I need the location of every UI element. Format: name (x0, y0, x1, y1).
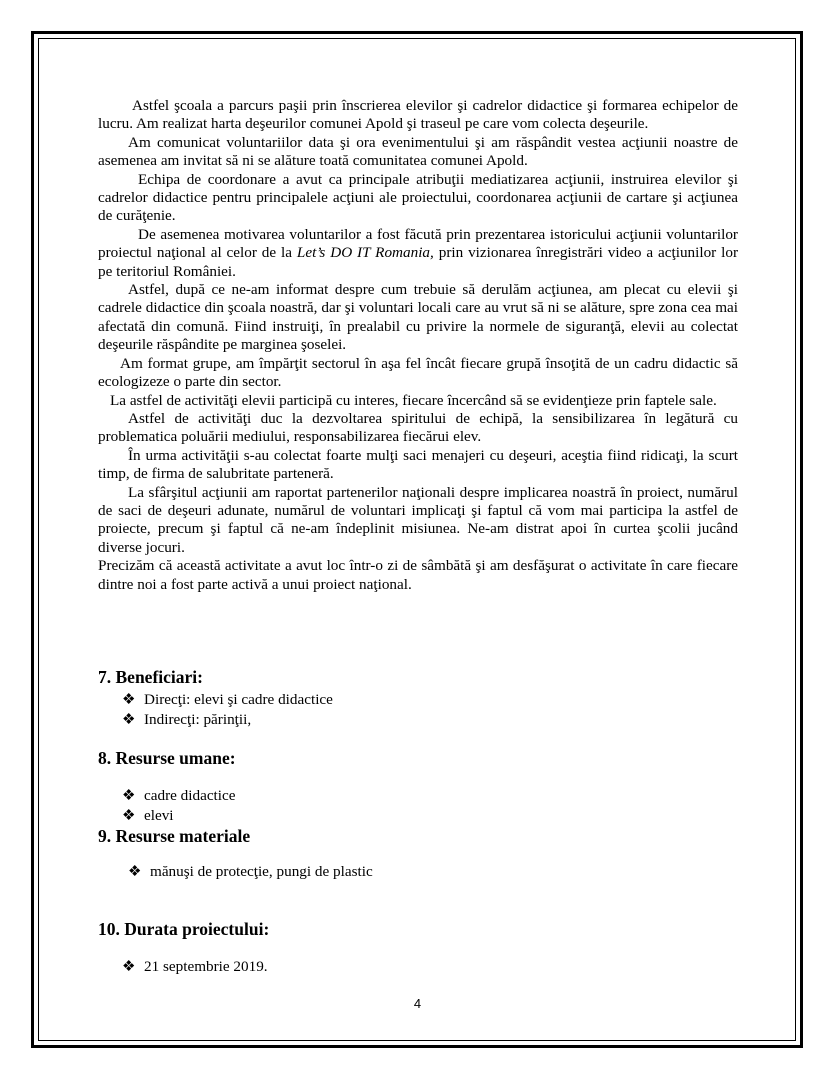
section-title-beneficiari: 7. Beneficiari: (98, 667, 203, 687)
paragraph: La astfel de activităţi elevii participă cu interes, fiecare încercând să se evidenţieze prin faptele sale. (110, 391, 717, 409)
paragraph-motivation (98, 226, 738, 281)
list-item: ❖ mănuşi de protecţie, pungi de plastic (128, 862, 373, 880)
paragraph: Am format grupe, am împărţit sectorul în aşa fel încât fiecare grupă însoţită de un cadru didactic să ecologizeze o parte din sector. (98, 354, 738, 391)
paragraph: Echipa de coordonare a avut ca principale atribuţii mediatizarea acţiunii, instruirea elevilor şi cadrelor didactice pentru principalele acţiuni ale proiectului, coordonarea acţiunii de cartare şi acţiunea de curăţenie. (98, 170, 738, 225)
list-item: ❖ Direcţi: elevi şi cadre didactice (122, 690, 333, 708)
paragraph: Am comunicat voluntariilor data şi ora evenimentului şi am răspândit vestea acţiunii noastre de asemenea am invitat să ni se alăture toată comunitatea comunei Apold. (98, 133, 738, 170)
diamond-bullet-icon: ❖ (128, 864, 142, 880)
paragraph: Astfel şcoala a parcurs paşii prin înscrierea elevilor şi cadrelor didactice şi formarea echipelor de lucru. Am realizat harta deşeurilor comunei Apold şi traseul pe care vom colecta deşeurile. (98, 97, 738, 133)
paragraph: Astfel, după ce ne-am informat despre cum trebuie să derulăm acţiunea, am plecat cu elevii şi cadrele didactice din şcoala noastră, dar şi voluntari locali care au vrut să ni se alăture, spre zona cea mai afectată din comună. Fiind instruiţi, în prealabil cu privire la normele de siguranţă, elevii au colectat deşeurile răspândite pe marginea şoselei. (98, 281, 738, 354)
section-title-resurse-umane: 8. Resurse umane: (98, 748, 236, 768)
diamond-bullet-icon: ❖ (122, 788, 136, 804)
paragraph: Astfel de activităţi duc la dezvoltarea spiritului de echipă, la sensibilizarea în legătură cu problematica poluării mediului, responsabilizarea fiecărui elev. (98, 409, 738, 446)
motivation-text-end: prin vizionarea înregistrări video a acţiunilor lor pe teritoriul României. (98, 244, 739, 280)
list-item: ❖ cadre didactice (122, 786, 236, 804)
paragraph: Precizăm că această activitate a avut loc într-o zi de sâmbătă şi am desfăşurat o activitate în care fiecare dintre noi a fost parte activă a unui proiect naţional. (98, 557, 738, 593)
page-number: 4 (413, 996, 422, 1011)
paragraph: La sfârşitul acţiunii am raportat partenerilor naţionali despre implicarea noastră în proiect, numărul de saci de deşeuri adunate, numărul de voluntari implicaţi şi faptul că vom mai participa la astfel de proiecte, precum şi faptul că ne-am îndeplinit misiunea. Ne-am distrat apoi în curtea şcolii jucând diverse jocuri. (98, 483, 738, 556)
diamond-bullet-icon: ❖ (122, 808, 136, 824)
body-text (98, 97, 738, 594)
list-item: ❖ Indirecţi: părinţii, (122, 710, 252, 728)
list-item: ❖ elevi (122, 806, 174, 824)
section-title-resurse-materiale: 9. Resurse materiale (98, 826, 251, 846)
section-title-durata: 10. Durata proiectului: (98, 919, 270, 939)
diamond-bullet-icon: ❖ (122, 712, 136, 728)
project-name: Let’s DO IT Romania, (296, 244, 434, 262)
paragraph: În urma activităţii s-au colectat foarte mulţi saci menajeri cu deşeuri, aceştia fiind ridicaţi, la scurt timp, de firma de salubritate parteneră. (98, 446, 738, 483)
diamond-bullet-icon: ❖ (122, 959, 136, 975)
motivation-text: De asemenea motivarea voluntarilor a fost făcută prin prezentarea istoricului acţiunii voluntarilor proiectul naţional al celor de la (98, 225, 738, 262)
diamond-bullet-icon: ❖ (122, 692, 136, 708)
list-item: ❖ 21 septembrie 2019. (122, 957, 268, 975)
